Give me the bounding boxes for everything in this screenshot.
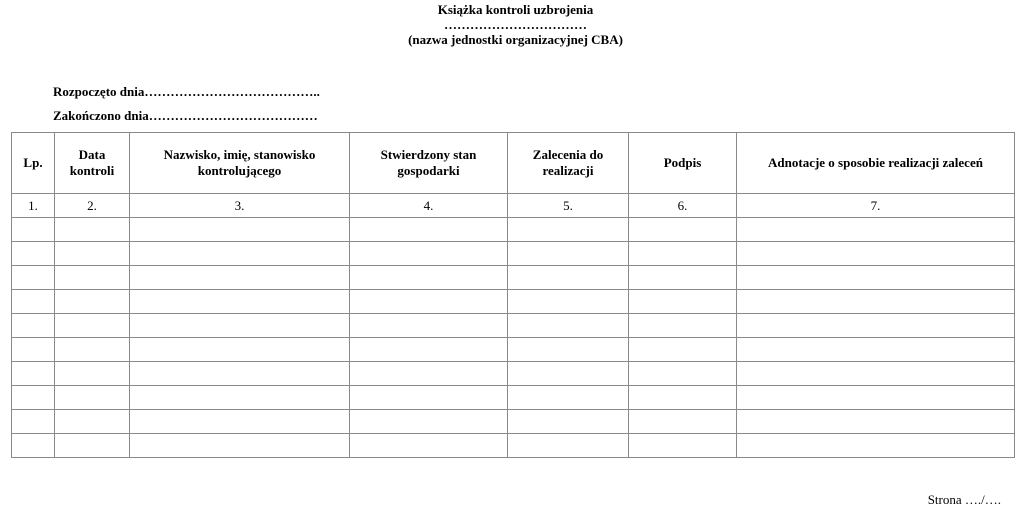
- table-cell: [350, 242, 508, 266]
- table-cell: [350, 338, 508, 362]
- table-cell: [629, 386, 737, 410]
- column-number: 7.: [737, 194, 1015, 218]
- table-cell: [508, 314, 629, 338]
- table-cell: [737, 218, 1015, 242]
- ended-date-line: [53, 108, 318, 124]
- table-cell: [629, 218, 737, 242]
- table-cell: [12, 338, 55, 362]
- table-cell: [130, 338, 350, 362]
- table-cell: [508, 242, 629, 266]
- document-header: [0, 2, 1031, 48]
- column-header-date: Data kontroli: [55, 133, 130, 194]
- table-cell: [55, 338, 130, 362]
- column-header-signature: Podpis: [629, 133, 737, 194]
- table-cell: [350, 290, 508, 314]
- unit-name-caption: (nazwa jednostki organizacyjnej CBA): [408, 32, 623, 47]
- table-cell: [55, 362, 130, 386]
- table-cell: [12, 290, 55, 314]
- table-cell: [130, 362, 350, 386]
- table-cell: [350, 410, 508, 434]
- table-cell: [55, 242, 130, 266]
- table-cell: [55, 314, 130, 338]
- table-row: [12, 386, 1015, 410]
- column-number: 6.: [629, 194, 737, 218]
- table-cell: [629, 266, 737, 290]
- column-header-annotations: Adnotacje o sposobie realizacji zaleceń: [737, 133, 1015, 194]
- table-row: [12, 218, 1015, 242]
- column-number: 4.: [350, 194, 508, 218]
- table-cell: [350, 266, 508, 290]
- table-cell: [350, 362, 508, 386]
- column-number: 3.: [130, 194, 350, 218]
- table-cell: [55, 410, 130, 434]
- table-cell: [508, 434, 629, 458]
- table-cell: [130, 218, 350, 242]
- ended-label: Zakończono dnia: [53, 108, 149, 123]
- table-cell: [629, 314, 737, 338]
- inspection-table: [11, 132, 1015, 458]
- table-cell: [130, 266, 350, 290]
- table-cell: [629, 410, 737, 434]
- table-cell: [629, 290, 737, 314]
- page-number: Strona …./….: [927, 492, 1001, 507]
- table-row: [12, 266, 1015, 290]
- table-row: [12, 434, 1015, 458]
- table-cell: [629, 362, 737, 386]
- table-cell: [737, 434, 1015, 458]
- table-cell: [508, 266, 629, 290]
- table-cell: [12, 362, 55, 386]
- column-number-row: [12, 194, 1015, 218]
- table-row: [12, 242, 1015, 266]
- table-cell: [508, 290, 629, 314]
- table-cell: [629, 338, 737, 362]
- table-cell: [508, 218, 629, 242]
- table-cell: [12, 218, 55, 242]
- table-cell: [629, 242, 737, 266]
- table-cell: [508, 386, 629, 410]
- table-cell: [737, 266, 1015, 290]
- table-cell: [737, 290, 1015, 314]
- table-cell: [12, 266, 55, 290]
- table-cell: [737, 410, 1015, 434]
- column-header-inspector: Nazwisko, imię, stanowisko kontrolującego: [130, 133, 350, 194]
- table-cell: [508, 410, 629, 434]
- table-header-row: [12, 133, 1015, 194]
- started-date-line: [53, 84, 320, 100]
- table-cell: [12, 410, 55, 434]
- table-cell: [55, 290, 130, 314]
- table-cell: [130, 386, 350, 410]
- table-cell: [737, 386, 1015, 410]
- unit-name-placeholder: ……………………………: [444, 17, 587, 32]
- column-header-state: Stwierdzony stan gospodarki: [350, 133, 508, 194]
- table-cell: [350, 218, 508, 242]
- table-cell: [130, 410, 350, 434]
- column-number: 2.: [55, 194, 130, 218]
- table-cell: [12, 434, 55, 458]
- table-cell: [130, 290, 350, 314]
- column-number: 1.: [12, 194, 55, 218]
- table-row: [12, 338, 1015, 362]
- table-row: [12, 410, 1015, 434]
- table-cell: [508, 362, 629, 386]
- ended-fill: …………………………………: [148, 108, 318, 123]
- table-cell: [737, 314, 1015, 338]
- table-cell: [350, 386, 508, 410]
- table-cell: [130, 434, 350, 458]
- table-cell: [508, 338, 629, 362]
- document-title: Książka kontroli uzbrojenia: [437, 2, 594, 17]
- column-number: 5.: [508, 194, 629, 218]
- table-cell: [12, 386, 55, 410]
- table-cell: [55, 266, 130, 290]
- table-row: [12, 362, 1015, 386]
- table-cell: [130, 242, 350, 266]
- table-cell: [130, 314, 350, 338]
- started-label: Rozpoczęto dnia: [53, 84, 145, 99]
- table-row: [12, 290, 1015, 314]
- table-cell: [350, 434, 508, 458]
- table-cell: [12, 242, 55, 266]
- started-fill: …………………………………..: [144, 84, 320, 99]
- table-cell: [12, 314, 55, 338]
- table-cell: [55, 434, 130, 458]
- column-header-lp: Lp.: [12, 133, 55, 194]
- table-cell: [737, 242, 1015, 266]
- table-row: [12, 314, 1015, 338]
- table-cell: [737, 362, 1015, 386]
- column-header-recommendations: Zalecenia do realizacji: [508, 133, 629, 194]
- table-cell: [737, 338, 1015, 362]
- table-cell: [55, 218, 130, 242]
- table-cell: [629, 434, 737, 458]
- table-cell: [350, 314, 508, 338]
- table-cell: [55, 386, 130, 410]
